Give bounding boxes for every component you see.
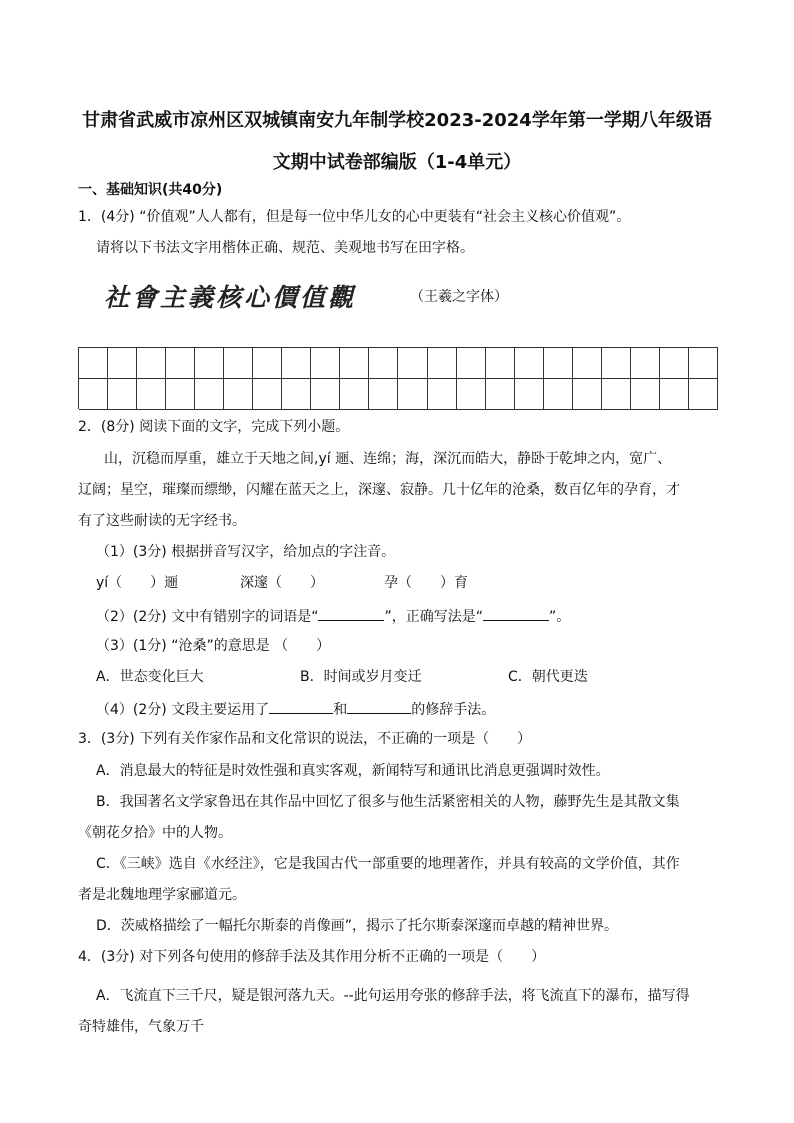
- option-c: C．朝代更迭: [508, 669, 588, 685]
- grid-cell[interactable]: [195, 348, 224, 379]
- grid-cell[interactable]: [631, 379, 660, 410]
- subquestion-2-text-c: ”。: [548, 609, 571, 625]
- q4-option-a-line1: A．飞流直下三千尺，疑是银河落九天。--此句运用夸张的修辞手法，将飞流直下的瀑布，描写得: [96, 988, 690, 1004]
- grid-cell[interactable]: [486, 379, 515, 410]
- pinyin-item-3: 孕（ ）育: [384, 575, 468, 591]
- grid-cell[interactable]: [369, 348, 398, 379]
- grid-cell[interactable]: [253, 348, 282, 379]
- exam-title-line1: 甘肃省武威市凉州区双城镇南安九年制学校2023-2024学年第一学期八年级语: [82, 110, 712, 131]
- grid-cell[interactable]: [369, 379, 398, 410]
- grid-cell[interactable]: [631, 348, 660, 379]
- question-2-stem: 2．(8分) 阅读下面的文字，完成下列小题。: [78, 419, 350, 435]
- grid-cell[interactable]: [428, 379, 457, 410]
- grid-cell[interactable]: [108, 379, 137, 410]
- grid-cell[interactable]: [108, 348, 137, 379]
- grid-cell[interactable]: [689, 379, 718, 410]
- grid-cell[interactable]: [79, 348, 108, 379]
- subquestion-4-text-a: （4）(2分) 文段主要运用了: [96, 702, 270, 718]
- grid-cell[interactable]: [79, 379, 108, 410]
- q3-option-b-line2: 《朝花夕拾》中的人物。: [78, 825, 232, 841]
- subquestion-1: （1）(3分) 根据拼音写汉字，给加点的字注音。: [96, 544, 396, 560]
- passage-line-1: 山，沉稳而厚重，雄立于天地之间,yí 逦、连绵；海，深沉而皓大，静卧于乾坤之内，宽广、: [104, 451, 672, 467]
- grid-cell[interactable]: [398, 348, 427, 379]
- grid-cell[interactable]: [340, 348, 369, 379]
- question-1-instruction: 请将以下书法文字用楷体正确、规范、美观地书写在田字格。: [96, 240, 474, 256]
- q4-option-a-line2: 奇特雄伟，气象万千: [78, 1019, 204, 1035]
- grid-cell[interactable]: [602, 348, 631, 379]
- grid-cell[interactable]: [486, 348, 515, 379]
- grid-cell[interactable]: [573, 348, 602, 379]
- grid-cell[interactable]: [544, 379, 573, 410]
- writing-grid[interactable]: [78, 347, 718, 409]
- grid-cell[interactable]: [428, 348, 457, 379]
- grid-cell[interactable]: [457, 379, 486, 410]
- exam-title-line2: 文期中试卷部编版（1-4单元）: [272, 152, 522, 173]
- grid-cell[interactable]: [195, 379, 224, 410]
- grid-cell[interactable]: [137, 379, 166, 410]
- section-heading: 一、基础知识(共40分): [78, 182, 223, 198]
- grid-cell[interactable]: [544, 348, 573, 379]
- subquestion-2-text-b: ”，正确写法是“: [384, 609, 483, 625]
- grid-cell[interactable]: [137, 348, 166, 379]
- passage-line-2: 辽阔；星空，璀璨而缥缈，闪耀在蓝天之上，深邃、寂静。几十亿年的沧桑，数百亿年的孕育，才: [78, 482, 680, 498]
- q3-option-c-line1: C．《三峡》选自《水经注》，它是我国古代一部重要的地理著作，并具有较高的文学价值，其作: [96, 856, 680, 872]
- subquestion-3: （3）(1分) “沧桑”的意思是 （ ）: [96, 638, 331, 654]
- q3-option-b-line1: B．我国著名文学家鲁迅在其作品中回忆了很多与他生活紧密相关的人物，藤野先生是其散文集: [96, 794, 680, 810]
- subquestion-4: [96, 699, 495, 719]
- question-3-stem: 3．(3分) 下列有关作家作品和文化常识的说法，不正确的一项是（ ）: [78, 731, 532, 747]
- question-1-stem: 1．(4分) “价值观”人人都有，但是每一位中华儿女的心中更装有“社会主义核心价值观”。: [78, 209, 631, 225]
- subquestion-4-text-b: 和: [333, 702, 348, 718]
- answer-blank[interactable]: [318, 606, 384, 621]
- option-b: B．时间或岁月变迁: [300, 669, 422, 685]
- option-a: A．世态变化巨大: [96, 669, 204, 685]
- q3-option-c-line2: 者是北魏地理学家郦道元。: [78, 887, 246, 903]
- answer-blank[interactable]: [347, 699, 411, 714]
- grid-cell[interactable]: [515, 379, 544, 410]
- pinyin-item-1: yí（ ）逦: [96, 575, 179, 591]
- question-4-stem: 4．(3分) 对下列各句使用的修辞手法及其作用分析不正确的一项是（ ）: [78, 949, 546, 965]
- grid-cell[interactable]: [282, 379, 311, 410]
- grid-cell[interactable]: [166, 348, 195, 379]
- grid-cell[interactable]: [660, 348, 689, 379]
- grid-cell[interactable]: [515, 348, 544, 379]
- grid-cell[interactable]: [340, 379, 369, 410]
- grid-cell[interactable]: [224, 348, 253, 379]
- passage-line-3: 有了这些耐读的无字经书。: [78, 513, 246, 529]
- subquestion-4-text-c: 的修辞手法。: [411, 702, 496, 718]
- calligraphy-sample: 社會主義核心價值觀: [104, 283, 357, 312]
- answer-blank[interactable]: [483, 606, 549, 621]
- grid-cell[interactable]: [689, 348, 718, 379]
- grid-cell[interactable]: [282, 348, 311, 379]
- grid-cell[interactable]: [311, 379, 340, 410]
- q3-option-a: A．消息最大的特征是时效性强和真实客观，新闻特写和通讯比消息更强调时效性。: [96, 763, 610, 779]
- answer-blank[interactable]: [269, 699, 333, 714]
- grid-cell[interactable]: [457, 348, 486, 379]
- subquestion-2: [96, 606, 570, 626]
- grid-cell[interactable]: [660, 379, 689, 410]
- subquestion-2-text-a: （2）(2分) 文中有错别字的词语是“: [96, 609, 319, 625]
- grid-cell[interactable]: [166, 379, 195, 410]
- calligraphy-note: （王羲之字体）: [410, 289, 508, 305]
- grid-cell[interactable]: [573, 379, 602, 410]
- grid-cell[interactable]: [224, 379, 253, 410]
- grid-cell[interactable]: [398, 379, 427, 410]
- grid-cell[interactable]: [311, 348, 340, 379]
- q3-option-d: D．茨威格描绘了一幅托尔斯泰的肖像画”，揭示了托尔斯泰深邃而卓越的精神世界。: [96, 918, 619, 934]
- pinyin-item-2: 深邃（ ）: [240, 575, 324, 591]
- grid-cell[interactable]: [253, 379, 282, 410]
- grid-cell[interactable]: [602, 379, 631, 410]
